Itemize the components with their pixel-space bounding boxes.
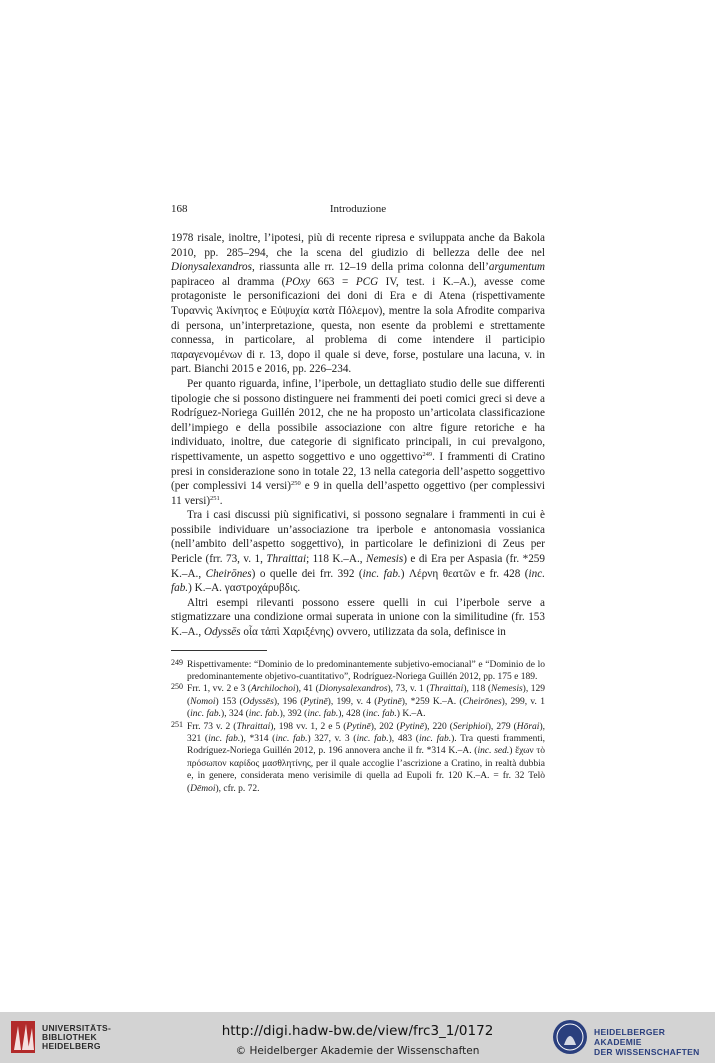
- running-header: [171, 203, 545, 219]
- footnote-number: 249: [171, 657, 183, 667]
- footnote-number: 251: [171, 719, 183, 729]
- footnote-separator: [171, 650, 267, 651]
- paragraph: Altri esempi rilevanti possono essere quelli in cui l’iperbole serve a stigmatizzare una condizione ormai superata in unione con la similitudine (fr. 153 K.–A., Odyssēs οἷα τἀπὶ Χαριξένης) ovvero, utilizzata da sola, definisce in: [171, 596, 545, 639]
- footnote-text: Rispettivamente: “Dominio de lo predominantemente subjetivo-emocianal” e “Dominio de lo predominantemente objetivo-cuantitativo”, Rodríguez-Noriega Guillén 2012, pp. 175 e 189.: [187, 659, 545, 683]
- paragraph: 1978 risale, inoltre, l’ipotesi, più di recente ripresa e sviluppata anche da Bakola 2010, pp. 285–294, che la scena del giudizio di bellezza delle dee nel Dionysalexandros, riassunta alle rr. 12–19 della prima colonna dell’argumentum papiraceo al dramma (POxy 663 = PCG IV, test. i K.–A.), avesse come protagoniste le personificazioni dei doni di Era e di Atena (rispettivamente Τυραννὶς Ἀκίνητος e Εὐψυχία κατὰ Πόλεμον), mentre la sola Afrodite compariva di persona, un’interpretazione, questa, non esente da problemi e strettamente connessa, in particolare, al problema di come intendere il participio παραγενομένων di r. 13, dopo il quale si deve, forse, postulare una lacuna, v. in part. Bianchi 2015 e 2016, pp. 226–234.: [171, 232, 545, 376]
- paragraph: Tra i casi discussi più significativi, si possono segnalare i frammenti in cui è possibile individuare un’associazione tra iperbole e antonomasia vossianica (nell’ambito dell’aspetto soggettivo), in particolare le definizioni di Zeus per Pericle (frr. 73, v. 1, Thraittai; 118 K.–A., Nemesis) e di Era per Aspasia (fr. *259 K.–A., Cheirōnes) o quelle dei frr. 392 (inc. fab.) Λέρνη θεατῶν e fr. 428 (inc. fab.) K.–A. γαστροχάρυβδις.: [171, 509, 546, 595]
- footnote: [171, 659, 545, 684]
- copyright-notice: © Heidelberger Akademie der Wissenschaften: [235, 1045, 480, 1057]
- footnote: [171, 683, 545, 720]
- footnote: [171, 721, 545, 795]
- page-number: 168: [171, 203, 188, 215]
- permalink-url[interactable]: http://digi.hadw-bw.de/view/frc3_1/0172: [221, 1023, 494, 1039]
- viewer-footer-bar: [0, 1012, 715, 1063]
- paragraph: Per quanto riguarda, infine, l’iperbole, un dettagliato studio delle sue differenti tipologie che si possono distinguere nei frammenti dei poeti comici greci si deve a Rodríguez-Noriega Guillén 2012, che ne ha proposto un’articolata classificazione dell’impiego e della possibile associazione con altre figure retoriche e ha individuato, inoltre, due categorie di significato principali, in cui prevalgono, rispettivamente, un aspetto soggettivo e uno oggettivo$^{249}$. I frammenti di Cratino presi in considerazione sono in totale 22, 13 nella categoria dell’aspetto soggettivo (per complessivi 14 versi)$^{250}$ e 9 in quella dell’aspetto oggettivo (per complessivi 11 versi)$^{251}$.: [171, 377, 545, 507]
- university-library-name: UNIVERSITÄTS- BIBLIOTHEK HEIDELBERG: [42, 1023, 112, 1051]
- academy-name: HEIDELBERGER AKADEMIE DER WISSENSCHAFTEN: [594, 1027, 700, 1057]
- running-title: Introduzione: [329, 203, 387, 215]
- footnote-text: Frr. 73 v. 2 (Thraittai), 198 vv. 1, 2 e 5 (Pytinē), 202 (Pytinē), 220 (Seriphioi), 279 (Hōrai), 321 (inc. fab.), *314 (inc. fab.) 327, v. 3 (inc. fab.), 483 (inc. fab.). Tra questi frammenti, Rodríguez-Noriega Guillén 2012, p. 196 annovera anche il fr. *314 K.–A. (inc. sed.) ἔχων τὸ πρόσωπον καρίδος μασθλητίνης, per il quale accoglie l’ascrizione a Cratino, in realtà dubbia e, in genere, considerata meno verisimile di quella ad Eupoli fr. 120 K.–A. = fr. 32 Telò (Dēmoi), cfr. p. 72.: [187, 721, 546, 794]
- academy-seal-icon[interactable]: [552, 1019, 588, 1055]
- main-text: [171, 231, 545, 795]
- footnote-number: 250: [171, 682, 183, 692]
- footnote-text: Frr. 1, vv. 2 e 3 (Archilochoi), 41 (Dionysalexandros), 73, v. 1 (Thraittai), 118 (Nemesis), 129 (Nomoi) 153 (Odyssēs), 196 (Pytinē), 199, v. 4 (Pytinē), *259 K.–A. (Cheirōnes), 299, v. 1 (inc. fab.), 324 (inc. fab.), 392 (inc. fab.), 428 (inc. fab.) K.–A.: [187, 684, 545, 720]
